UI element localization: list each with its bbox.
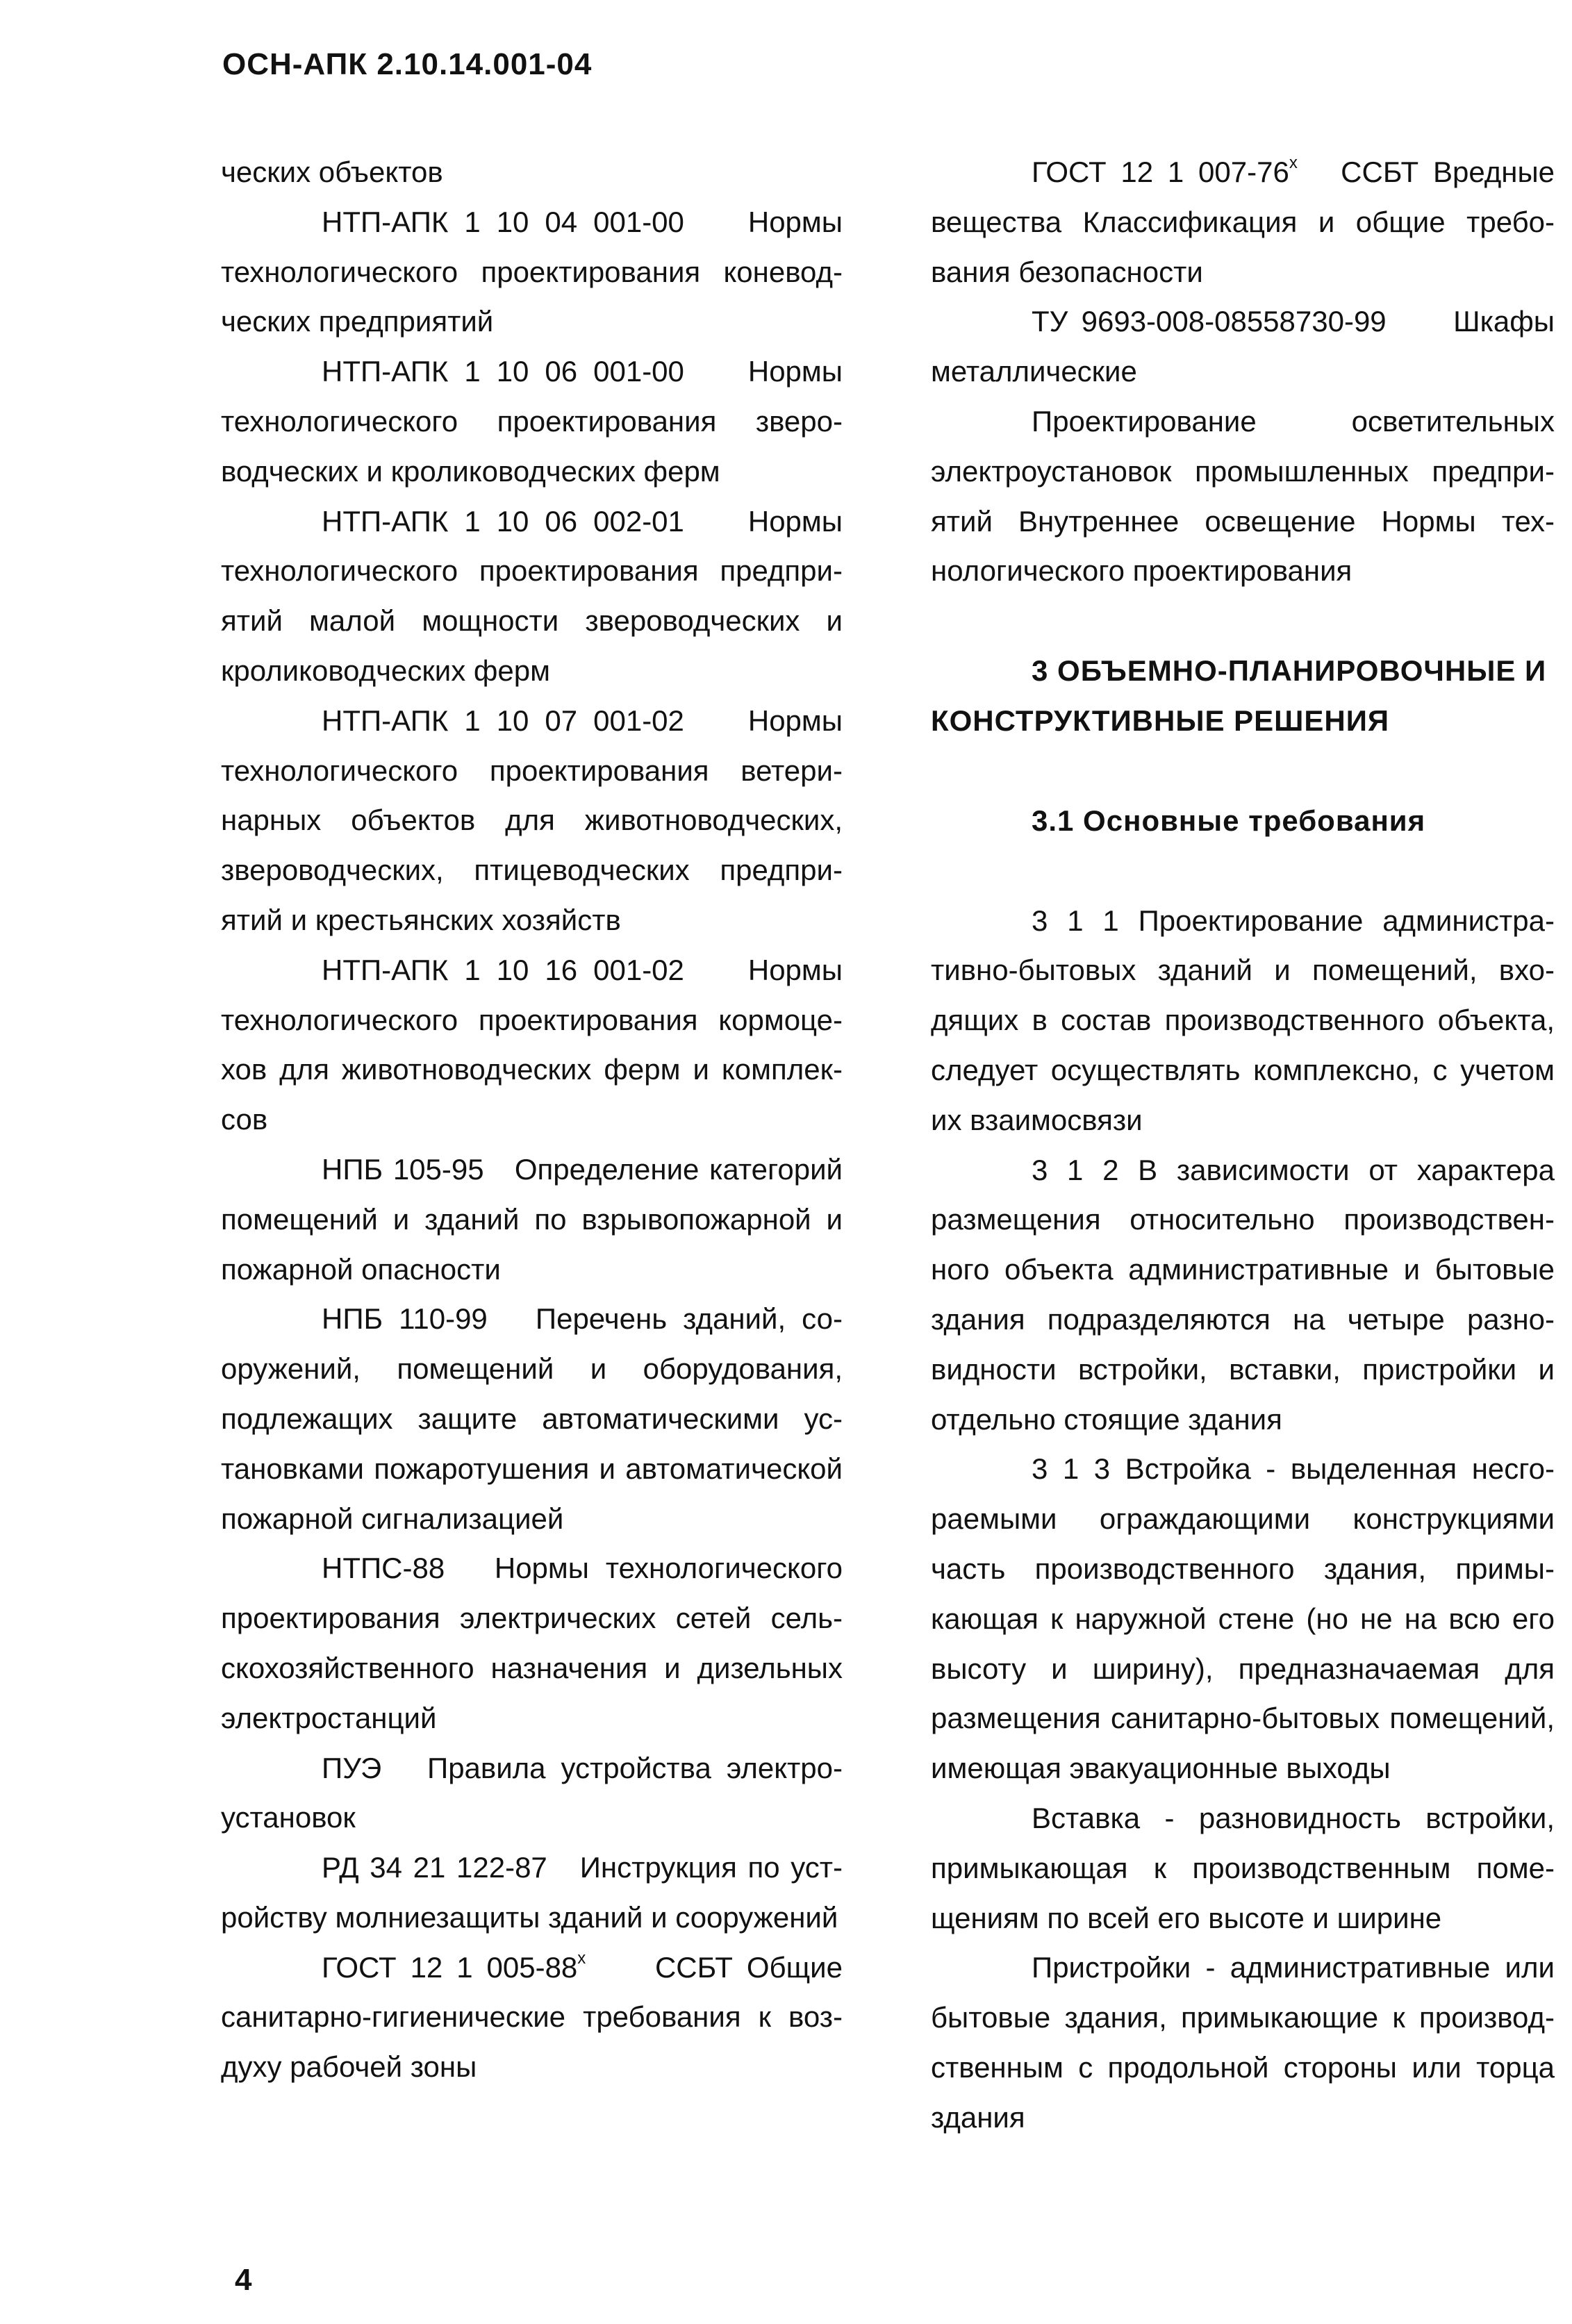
page-number: 4: [235, 2263, 252, 2297]
left-column: [221, 147, 843, 2092]
gost-code: ГОСТ 12 1 007-76: [1032, 156, 1289, 188]
reference-code: НТП-АПК 1 10 06 002-01: [322, 504, 684, 538]
reference-title: Шкафы металлические: [931, 305, 1555, 388]
reference-title: Нормы технологического проектирования ветеринарных объектов для животноводческих, звероводческих, птицеводческих предприятий и крестьянских хозяйств: [221, 704, 843, 936]
reference-item: [221, 1743, 843, 1843]
clause-paragraph: 3 1 3 Встройка - выделенная несгораемыми ограждающими конструкциями часть производственного здания, примыкающая к наружной стене (но не на всю его высоту и ширину), предназначаемая для размещения санитарно-бытовых помещений, имеющая эвакуационные выходы: [931, 1452, 1555, 1785]
reference-item: [221, 497, 843, 696]
reference-item: [221, 1294, 843, 1543]
gost-title: ССБТ Общие санитарно-гигиенические требования к воздуху рабочей зоны: [221, 1950, 843, 2084]
gost-title: ССБТ Вредные вещества Классификация и общие требования безопасности: [931, 156, 1555, 288]
reference-item: [221, 1843, 843, 1943]
gost-reference: [931, 147, 1555, 297]
reference-title: Нормы технологического проектирования предприятий малой мощности звероводческих и кролиководческих ферм: [221, 504, 843, 687]
gost-code: ГОСТ 12 1 005-88: [322, 1950, 578, 1984]
reference-item: [931, 397, 1555, 596]
reference-item: [221, 197, 843, 347]
reference-code: НТП-АПК 1 10 16 001-02: [322, 953, 684, 986]
reference-title: Нормы технологического проектирования звероводческих и кролиководческих ферм: [221, 355, 843, 488]
reference-item: [221, 1145, 843, 1294]
reference-item: [221, 945, 843, 1145]
clause-paragraph: 3 1 2 В зависимости от характера размещения относительно производственного объекта административные и бытовые здания подразделяются на четыре разновидности встройки, вставки, пристройки и отдельно стоящие здания: [931, 1153, 1555, 1436]
reference-item: [221, 347, 843, 496]
continuation-text: ческих объектов: [221, 156, 443, 188]
reference-code: НТП-АПК 1 10 06 001-00: [322, 355, 684, 388]
gost-reference: [221, 1943, 843, 2092]
clause-paragraph: Пристройки - административные или бытовые здания, примыкающие к производственным с продольной стороны или торца здания: [931, 1951, 1555, 2134]
reference-code: ПУЭ: [322, 1751, 382, 1784]
reference-title: Проектирование осветительных электроустановок промышленных предприятий Внутреннее освещение Нормы технологического проектирования: [931, 404, 1555, 588]
reference-code: РД 34 21 122-87: [322, 1851, 547, 1884]
clause-paragraph: 3 1 1 Проектирование административно-бытовых зданий и помещений, входящих в состав производственного объекта, следует осуществлять комплексно, с учетом их взаимосвязи: [931, 904, 1555, 1136]
section-heading: 3 ОБЪЕМНО-ПЛАНИРОВОЧНЫЕ И КОНСТРУКТИВНЫЕ РЕШЕНИЯ: [931, 654, 1547, 737]
subsection-heading: 3.1 Основные требования: [1032, 804, 1426, 837]
reference-code: НТП-АПК 1 10 07 001-02: [322, 704, 684, 737]
right-column: [931, 147, 1555, 2142]
reference-title: Определение категорий помещений и зданий по взрывопожарной и пожарной опасности: [221, 1152, 843, 1286]
reference-title: Нормы технологического проектирования коневодческих предприятий: [221, 205, 843, 338]
document-code-header: ОСН-АПК 2.10.14.001-04: [222, 47, 593, 81]
gost-superscript: х: [1289, 153, 1298, 172]
reference-title: Нормы технологического проектирования кормоцехов для животноводческих ферм и комплексов: [221, 953, 843, 1136]
reference-title: Инструкция по устройству молниезащиты зданий и сооружений: [221, 1851, 843, 1934]
gost-superscript: х: [577, 1948, 586, 1968]
reference-title: Правила устройства электроустановок: [221, 1751, 843, 1834]
reference-item: [221, 1543, 843, 1743]
reference-code: НПБ 110-99: [322, 1302, 488, 1336]
reference-title: Перечень зданий, сооружений, помещений и оборудования, подлежащих защите автоматическими установками пожаротушения и автоматической пожарной сигнализацией: [221, 1302, 843, 1535]
reference-title: Нормы технологического проектирования электрических сетей сельскохозяйственного назначения и дизельных электростанций: [221, 1552, 843, 1734]
reference-code: НПБ 105-95: [322, 1152, 484, 1186]
reference-code: НТП-АПК 1 10 04 001-00: [322, 205, 684, 238]
reference-code: ТУ 9693-008-08558730-99: [1032, 305, 1387, 338]
reference-code: НТПС-88: [322, 1552, 445, 1585]
clause-paragraph: Вставка - разновидность встройки, примыкающая к производственным помещениям по всей его высоте и ширине: [931, 1801, 1555, 1934]
reference-item: [931, 297, 1555, 397]
reference-item: [221, 696, 843, 945]
